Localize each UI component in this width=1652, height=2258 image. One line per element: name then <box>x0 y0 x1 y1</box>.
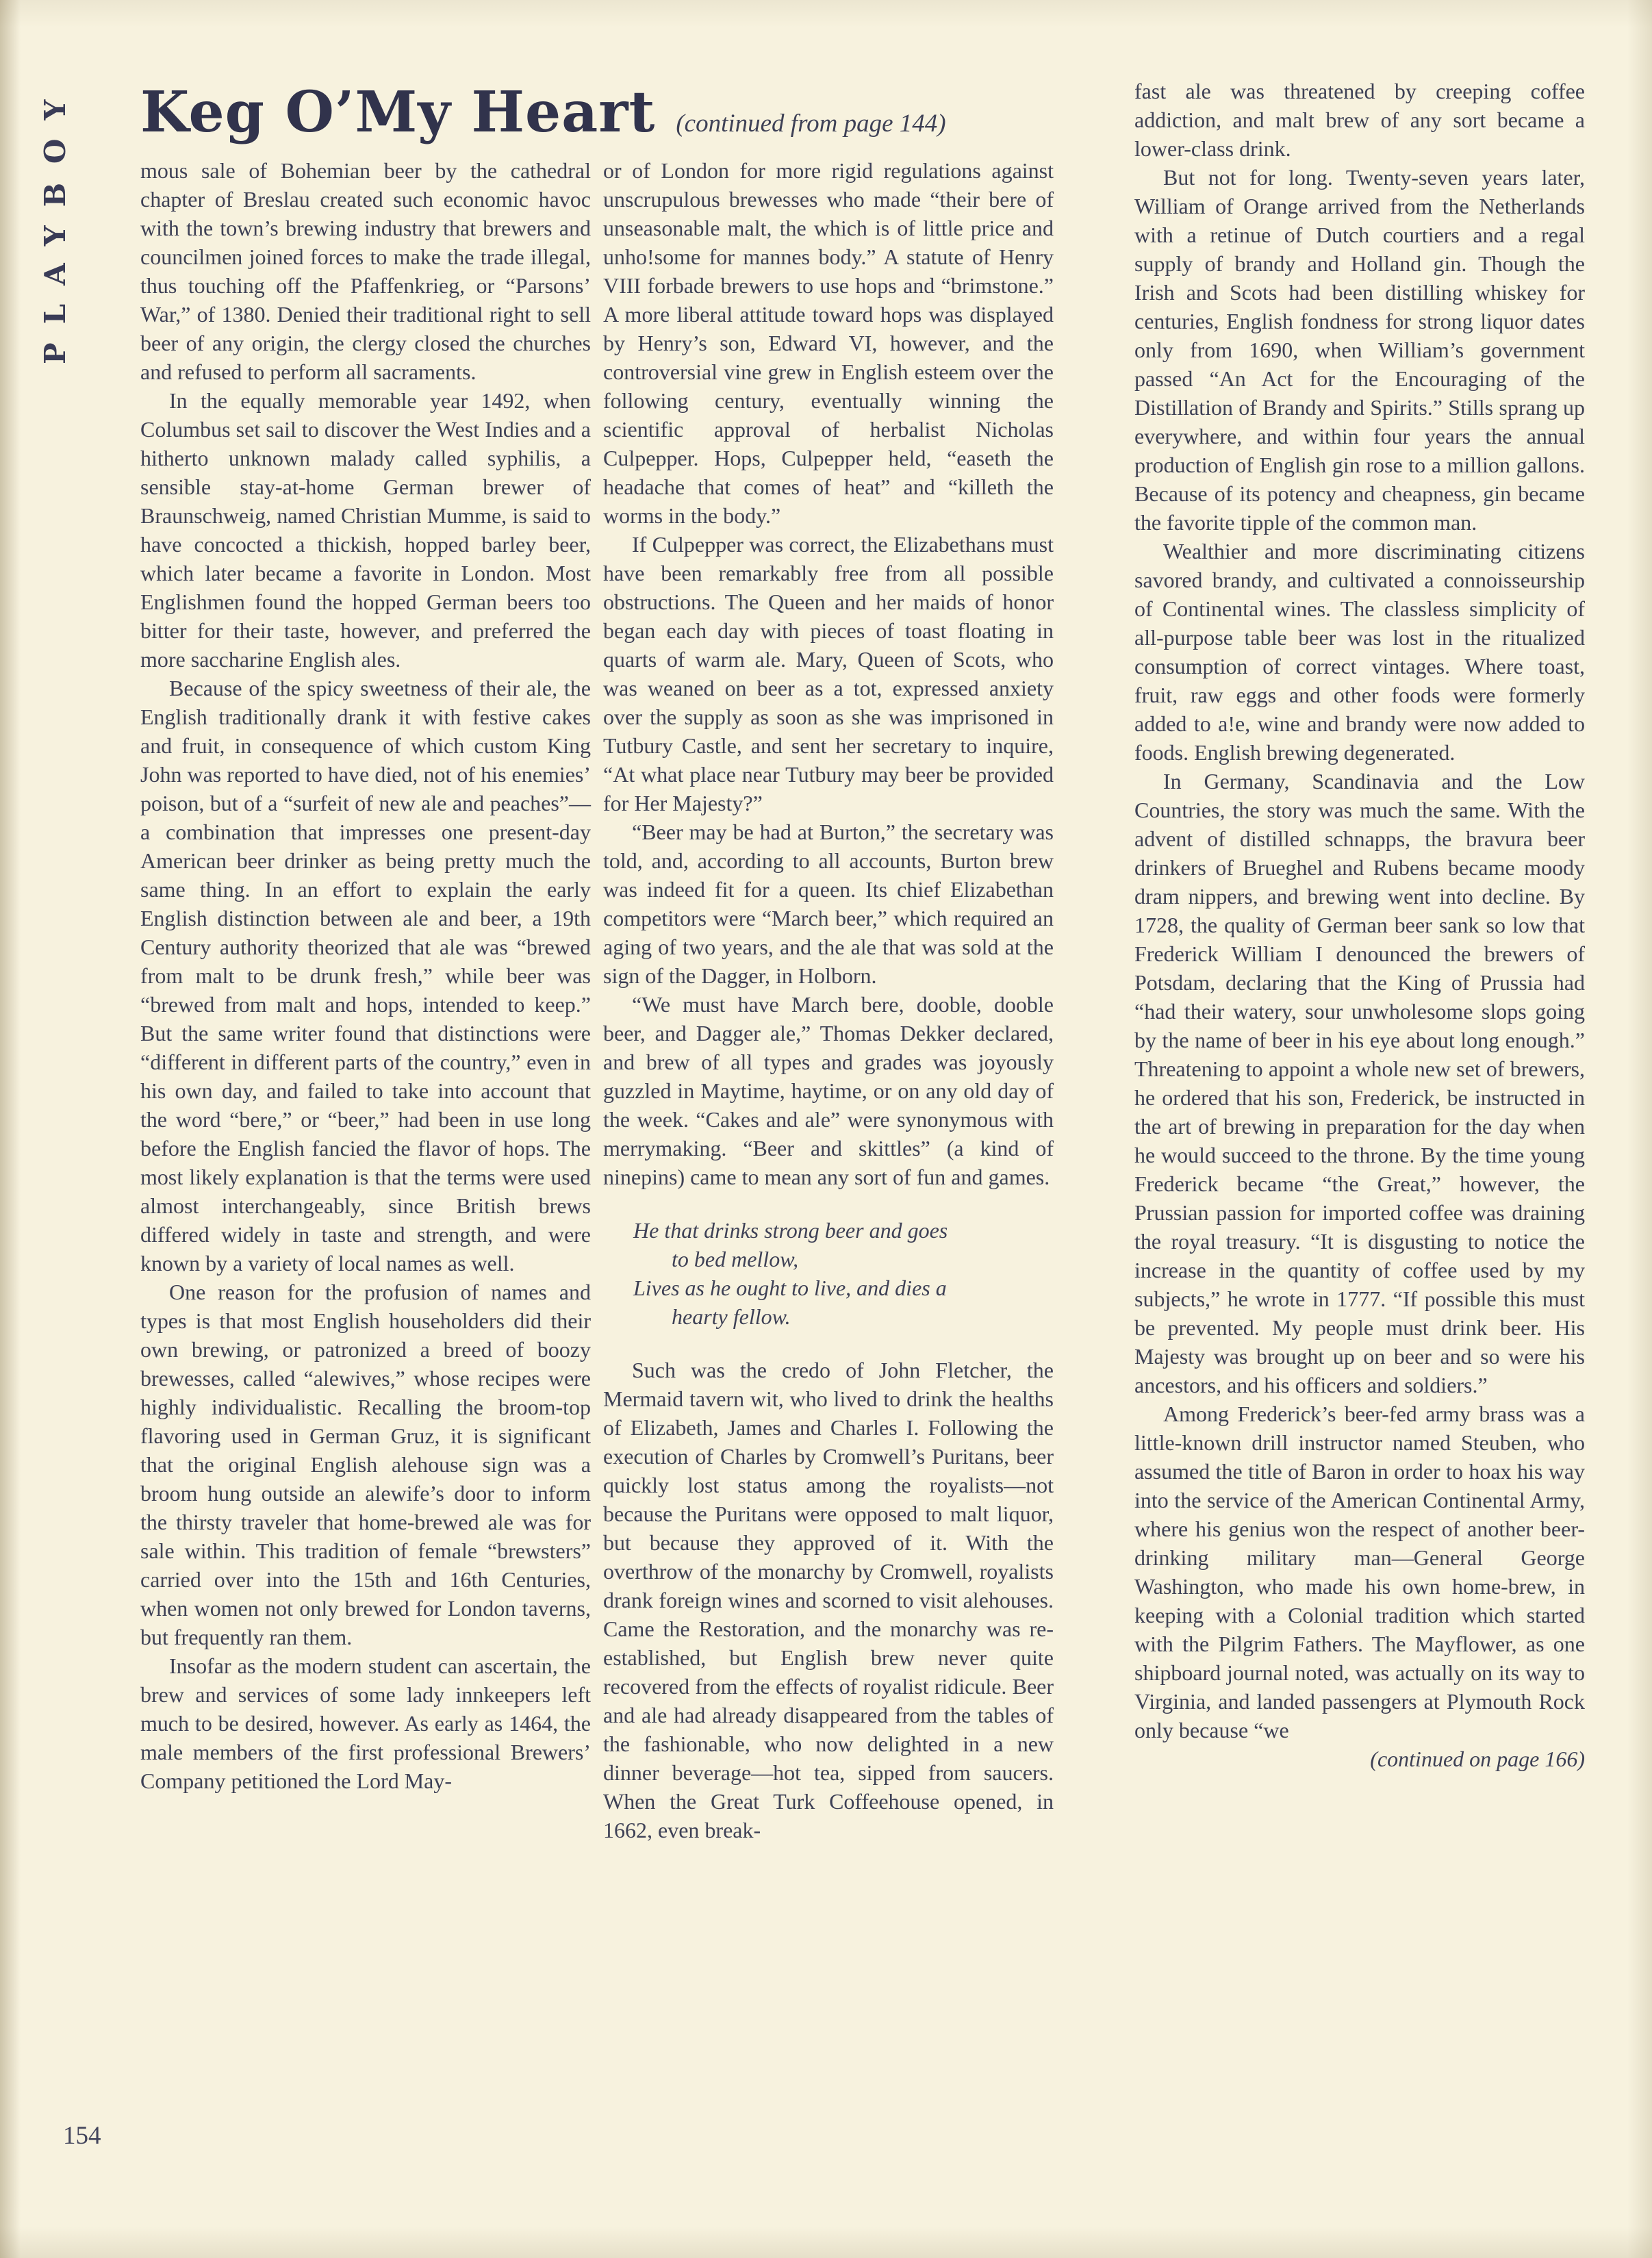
paragraph: Insofar as the modern student can ascertain, the brew and services of some lady innkeepers left much to be desired, however. As early as 1464, the male members of the first professional Brewers’ Company petitioned the Lord May- <box>140 1653 591 1793</box>
paragraph: If Culpepper was correct, the Elizabethans must have been remarkably free from all possible obstructions. The Queen and her maids of honor began each day with pieces of toast floating in quarts of warm ale. Mary, Queen of Scots, who was weaned on beer as a tot, expressed anxiety over the supply as soon as she was imprisoned in Tutbury Castle, and sent her secretary to inquire, “At what place near Tutbury may beer be provided for Her Majesty?” <box>603 532 1054 815</box>
paragraph: One reason for the profusion of names and types is that most English householders did their own brewing, or patronized a breed of boozy brewesses, called “alewives,” whose recipes were highly individualistic. Recalling the broom-top flavoring used in German Gruz, it is significant that the original English alehouse sign was a broom hung outside an alewife’s door to inform the thirsty traveler that home-brewed ale was for sale within. This tradition of female “brewsters” carried over into the 15th and 16th Centuries, when women not only brewed for London taverns, but frequently ran them. <box>140 1280 591 1649</box>
article-title: Keg O’My Heart <box>140 79 656 145</box>
continued-on-note: (continued on page 166) <box>1370 1747 1585 1771</box>
verse-line: Lives as he ought to live, and dies a <box>633 1276 947 1300</box>
paragraph: or of London for more rigid regulations against unscrupulous brewesses who made “their bere of unseasonable malt, the which is of little price and unho!some for mannes body.” A statute of Henry VIII forbade brewers to use hops and “brimstone.” A more liberal attitude toward hops was displayed by Henry’s son, Edward VI, however, and the controversial vine grew in English esteem over the following century, eventually winning the scientific approval of herbalist Nicholas Culpepper. Hops, Culpepper held, “easeth the headache that comes of heat” and “killeth the worms in the body.” <box>603 158 1054 528</box>
paragraph: Wealthier and more discriminating citizens savored brandy, and cultivated a connoisseurship of Continental wines. The classless simplicity of all-purpose table beer was lost in the ritualized consumption of correct vintages. Where toast, fruit, raw eggs and other foods were formerly added to a!e, wine and brandy were now added to foods. English brewing degenerated. <box>1134 539 1585 765</box>
verse-line: He that drinks strong beer and goes <box>633 1218 948 1243</box>
paragraph: fast ale was threatened by creeping coffee addiction, and malt brew of any sort became a lower-class drink. <box>1134 79 1585 161</box>
column-1 <box>140 156 591 1795</box>
paragraph: mous sale of Bohemian beer by the cathedral chapter of Breslau created such economic havoc with the town’s brewing industry that brewers and councilmen joined forces to make the trade illegal, thus touching off the Pfaffenkrieg, or “Parsons’ War,” of 1380. Denied their traditional right to sell beer of any origin, the clergy closed the churches and refused to perform all sacraments. <box>140 158 591 384</box>
verse-line: to bed mellow, <box>672 1247 799 1271</box>
paragraph: Such was the credo of John Fletcher, the Mermaid tavern wit, who lived to drink the healths of Elizabeth, James and Charles I. Following the execution of Charles by Cromwell’s Puritans, beer quickly lost status among the royalists—not because the Puritans were opposed to malt liquor, but because they approved of it. With the overthrow of the monarchy by Cromwell, royalists drank foreign wines and scorned to visit alehouses. Came the Restoration, and the monarchy was re-established, but English brew never quite recovered from the effects of royalist ridicule. Beer and ale had already disappeared from the tables of the fashionable, who now delighted in a new dinner beverage—hot tea, sipped from saucers. When the Great Turk Coffeehouse opened, in 1662, even break- <box>603 1358 1054 1842</box>
paragraph: In Germany, Scandinavia and the Low Countries, the story was much the same. With the advent of distilled schnapps, the bravura beer drinkers of Brueghel and Rubens became moody dram nippers, and brewing went into decline. By 1728, the quality of German beer sank so low that Frederick William I denounced the brewers of Potsdam, declaring that the King of Prussia had “had their watery, sour unwholesome slops going by the name of beer in his eye about long enough.” Threatening to appoint a whole new set of brewers, he ordered that his son, Frederick, be instructed in the art of brewing in preparation for the day when he would succeed to the throne. By the time young Frederick became “the Great,” however, the Prussian passion for imported coffee was draining the royal treasury. “It is disgusting to notice the increase in the quantity of coffee used by my subjects,” he wrote in 1777. “If possible this must be prevented. My people must drink beer. His Majesty was brought up on beer and so were his ancestors, and his officers and soldiers.” <box>1134 769 1585 1397</box>
column-3 <box>1134 77 1585 1773</box>
verse-line: hearty fellow. <box>672 1304 791 1329</box>
column-2 <box>603 156 1054 1844</box>
paragraph: In the equally memorable year 1492, when Columbus set sail to discover the West Indies and a hitherto unknown malady called syphilis, a sensible stay-at-home German brewer of Braunschweig, named Christian Mumme, is said to have concocted a thickish, hopped barley beer, which later became a favorite in London. Most Englishmen found the hopped German beers too bitter for their taste, however, and preferred the more saccharine English ales. <box>140 388 591 672</box>
paragraph: Among Frederick’s beer-fed army brass was a little-known drill instructor named Steuben, who assumed the title of Baron in order to hoax his way into the service of the American Continental Army, where his genius won the respect of another beer-drinking military man—General George Washington, who made his own home-brew, in keeping with a Colonial tradition which started with the Pilgrim Fathers. The Mayflower, as one shipboard journal noted, was actually on its way to Virginia, and landed passengers at Plymouth Rock only because “we <box>1134 1401 1585 1742</box>
continued-from-note: (continued from page 144) <box>676 110 946 138</box>
paragraph: Because of the spicy sweetness of their ale, the English traditionally drank it with festive cakes and fruit, in consequence of which custom King John was reported to have died, not of his enemies’ poison, but of a “surfeit of new ale and peaches”—a combination that impresses one present-day American beer drinker as being pretty much the same thing. In an effort to explain the early English distinction between ale and beer, a 19th Century authority theorized that ale was “brewed from malt to be drunk fresh,” while beer was “brewed from malt and hops, intended to keep.” But the same writer found that distinctions were “different in different parts of the country,” even in his own day, and failed to take into account that the word “bere,” or “beer,” had been in use long before the English fancied the flavor of hops. The most likely explanation is that the terms were used almost interchangeably, since British brews differed widely in taste and strength, and were known by a variety of local names as well. <box>140 676 591 1276</box>
paragraph: “Beer may be had at Burton,” the secretary was told, and, according to all accounts, Burton brew was indeed fit for a queen. Its chief Elizabethan competitors were “March beer,” which required an aging of two years, and the ale that was sold at the sign of the Dagger, in Holborn. <box>603 820 1054 988</box>
drinking-verse <box>633 1216 1054 1331</box>
playboy-vertical-masthead <box>34 81 82 370</box>
playboy-vertical-text: PLAYBOY <box>38 81 72 364</box>
paragraph: “We must have March bere, dooble, dooble beer, and Dagger ale,” Thomas Dekker declared, and brew of all types and grades was joyously guzzled in Maytime, haytime, or on any old day of the week. “Cakes and ale” were synonymous with merrymaking. “Beer and skittles” (a kind of ninepins) came to mean any sort of fun and games. <box>603 992 1054 1189</box>
paragraph: But not for long. Twenty-seven years later, William of Orange arrived from the Netherlands with a retinue of Dutch courtiers and a regal supply of brandy and Holland gin. Though the Irish and Scots had been distilling whiskey for centuries, English fondness for strong liquor dates only from 1690, when William’s government passed “An Act for the Encouraging of the Distillation of Brandy and Spirits.” Stills sprang up everywhere, and within four years the annual production of English gin rose to a million gallons. Because of its potency and cheapness, gin became the favorite tipple of the common man. <box>1134 165 1585 535</box>
page-number: 154 <box>63 2122 101 2150</box>
article-header <box>140 79 946 145</box>
